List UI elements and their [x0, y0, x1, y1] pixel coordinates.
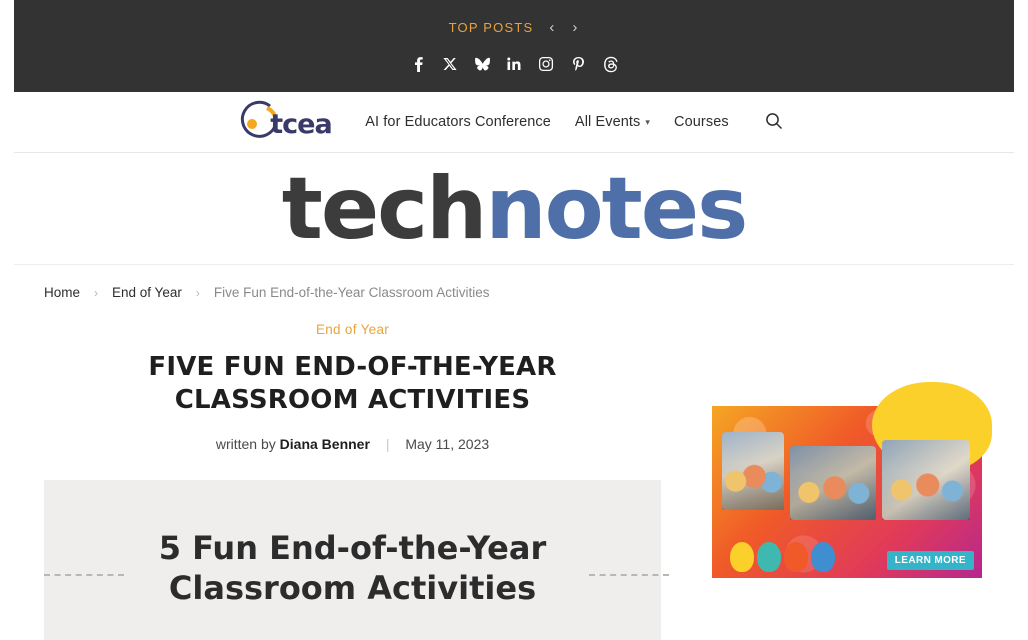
- post-category-link[interactable]: End of Year: [315, 322, 390, 337]
- ad-dot-blue: [811, 542, 835, 572]
- nav-item-label: AI for Educators Conference: [365, 114, 551, 130]
- breadcrumb-item-home[interactable]: Home: [44, 285, 81, 300]
- logo-text: tcea: [270, 109, 332, 140]
- technotes-logo-notes: notes: [485, 158, 747, 259]
- sidebar: [712, 406, 982, 578]
- written-by-label: written by: [215, 436, 276, 452]
- top-posts-carousel: [14, 20, 1014, 35]
- nav-item-courses[interactable]: [662, 114, 741, 130]
- page-gutter-left: [0, 0, 14, 578]
- featured-image-heading-line2: Classroom Activities: [168, 569, 537, 607]
- ad-cta-badge[interactable]: LEARN MORE: [887, 551, 974, 570]
- top-posts-label: TOP POSTS: [448, 20, 534, 35]
- breadcrumb: [44, 285, 489, 300]
- technotes-logo-tech: tech: [281, 158, 486, 259]
- bluesky-icon[interactable]: [474, 55, 490, 73]
- nav-item-ai-for-educators-conference[interactable]: [353, 114, 563, 130]
- nav-item-label: All Events: [574, 114, 641, 130]
- ad-photo-2: [790, 446, 876, 520]
- nav-item-label: Courses: [674, 114, 729, 130]
- ad-dot-orange: [784, 542, 808, 572]
- facebook-icon[interactable]: [410, 55, 426, 73]
- ad-dot-yellow: [730, 542, 754, 572]
- threads-icon[interactable]: [602, 55, 618, 73]
- post-meta: [44, 436, 661, 452]
- chevron-down-icon: ▾: [645, 116, 651, 127]
- top-bar: [14, 0, 1014, 92]
- main-navigation: [14, 92, 1014, 153]
- social-links: [14, 55, 1014, 73]
- sidebar-ad-banner[interactable]: [712, 406, 982, 578]
- ad-dot-teal: [757, 542, 781, 572]
- featured-image-heading-line1: 5 Fun End-of-the-Year: [158, 529, 547, 567]
- meta-divider: |: [385, 436, 390, 452]
- pinterest-icon[interactable]: [570, 55, 586, 73]
- carousel-next-icon[interactable]: ›: [572, 19, 578, 36]
- post-author-link[interactable]: Diana Benner: [279, 436, 370, 452]
- breadcrumb-item-end-of-year[interactable]: End of Year: [112, 285, 182, 300]
- technotes-logo: [281, 158, 747, 259]
- article-header: [44, 322, 661, 640]
- ad-photo-1: [722, 432, 784, 510]
- linkedin-icon[interactable]: [506, 55, 522, 73]
- post-date: May 11, 2023: [405, 436, 490, 452]
- breadcrumb-separator-icon: ›: [94, 285, 99, 300]
- breadcrumb-separator-icon: ›: [195, 285, 200, 300]
- technotes-banner[interactable]: [14, 153, 1014, 265]
- nav-item-all-events[interactable]: [563, 114, 662, 130]
- x-twitter-icon[interactable]: [442, 55, 458, 73]
- instagram-icon[interactable]: [538, 55, 554, 73]
- carousel-prev-icon[interactable]: ‹: [549, 19, 555, 36]
- page-gutter-right: [1014, 0, 1028, 578]
- featured-image-heading: [44, 528, 661, 608]
- search-icon[interactable]: [765, 112, 785, 132]
- featured-image: [44, 480, 661, 640]
- site-logo[interactable]: [243, 100, 335, 144]
- breadcrumb-item-current: Five Fun End-of-the-Year Classroom Activities: [213, 285, 490, 300]
- ad-photo-3: [882, 440, 970, 520]
- ad-logo-dots: [730, 542, 835, 572]
- page-title: FIVE FUN END-OF-THE-YEAR CLASSROOM ACTIVITIES: [148, 352, 557, 415]
